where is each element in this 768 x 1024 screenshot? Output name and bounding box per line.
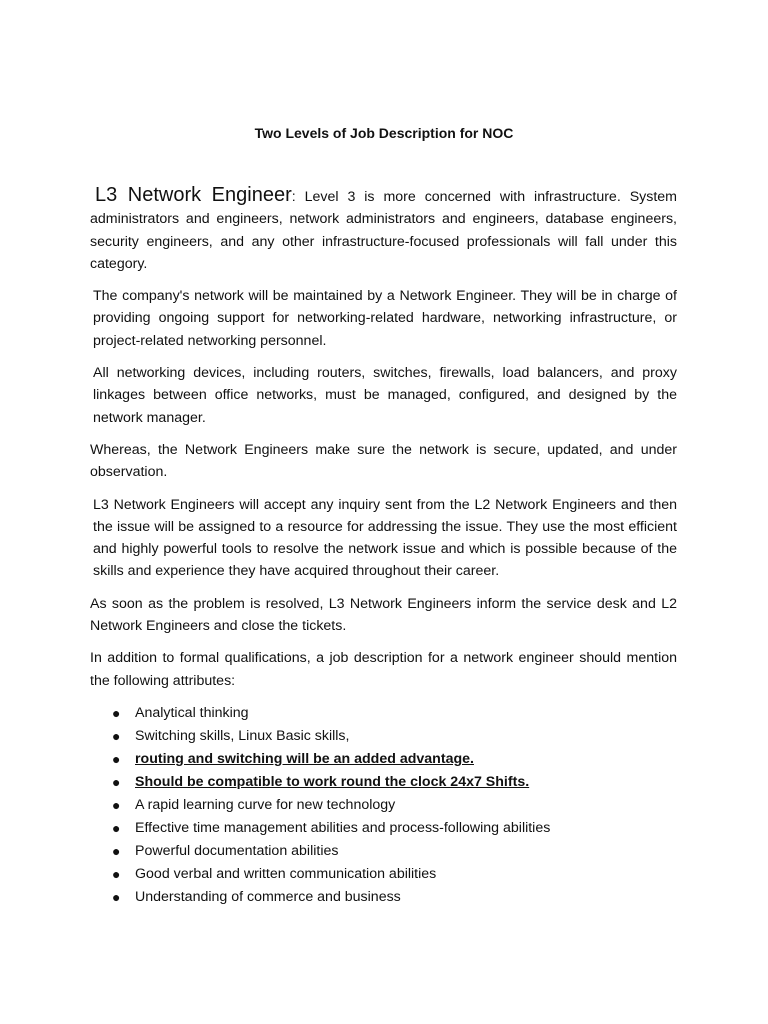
- bullet-icon: ●: [112, 727, 121, 744]
- paragraph-attributes-intro: In addition to formal qualifications, a job description for a network engineer should mention the following attributes:: [90, 650, 677, 689]
- paragraph-network-maintenance: The company's network will be maintained by a Network Engineer. They will be in charge of providing ongoing support for networking-related hardware, networking infrastructure, or project-related networking personnel.: [93, 288, 677, 349]
- list-item-text: A rapid learning curve for new technology: [135, 796, 396, 813]
- bullet-icon: ●: [112, 796, 121, 813]
- paragraph-inquiry-handling: L3 Network Engineers will accept any inquiry sent from the L2 Network Engineers and then the issue will be assigned to a resource for addressing the issue. They use the most efficient and highly powerful tools to resolve the network issue and which is possible because of the skills and experience they have acquired throughout their career.: [93, 496, 677, 580]
- list-item-text-emphasized: Should be compatible to work round the clock 24x7 Shifts.: [135, 773, 530, 790]
- intro-paragraph: [90, 184, 677, 275]
- bullet-icon: ●: [112, 865, 121, 882]
- paragraph-networking-devices: All networking devices, including routers, switches, firewalls, load balancers, and proxy linkages between office networks, must be managed, configured, and designed by the network manager.: [93, 365, 677, 426]
- bullet-icon: ●: [112, 773, 121, 790]
- attributes-list: [90, 702, 677, 909]
- paragraph-ticket-closure: As soon as the problem is resolved, L3 Network Engineers inform the service desk and L2 Network Engineers and close the tickets.: [90, 595, 677, 635]
- list-item: [90, 702, 677, 725]
- list-item-text: Good verbal and written communication abilities: [135, 865, 437, 882]
- list-item-text: Understanding of commerce and business: [135, 888, 401, 905]
- list-item: [90, 794, 677, 817]
- list-item-text-emphasized: routing and switching will be an added advantage.: [135, 750, 474, 767]
- bullet-icon: ●: [112, 704, 121, 721]
- intro-text: : Level 3 is more concerned with infrastructure. System administrators and engineers, network administrators and engineers, database engineers, security engineers, and any other infrastructure-focused professionals will fall under this category.: [90, 189, 677, 272]
- list-item: [90, 886, 677, 909]
- list-item: [90, 840, 677, 863]
- list-item: [90, 748, 677, 771]
- bullet-icon: ●: [112, 888, 121, 905]
- list-item: [90, 771, 677, 794]
- list-item-text: Powerful documentation abilities: [135, 842, 339, 859]
- list-item-text: Effective time management abilities and process-following abilities: [135, 819, 551, 836]
- bullet-icon: ●: [112, 750, 121, 767]
- list-item: [90, 725, 677, 748]
- bullet-icon: ●: [112, 819, 121, 836]
- list-item: [90, 863, 677, 886]
- document-title: Two Levels of Job Description for NOC: [254, 125, 514, 141]
- list-item-text: Switching skills, Linux Basic skills,: [135, 727, 350, 744]
- document-body: [90, 184, 677, 909]
- list-item-text: Analytical thinking: [135, 704, 249, 721]
- bullet-icon: ●: [112, 842, 121, 859]
- section-heading: L3 Network Engineer: [95, 184, 292, 206]
- list-item: [90, 817, 677, 840]
- paragraph-network-security: Whereas, the Network Engineers make sure the network is secure, updated, and under observation.: [90, 441, 677, 481]
